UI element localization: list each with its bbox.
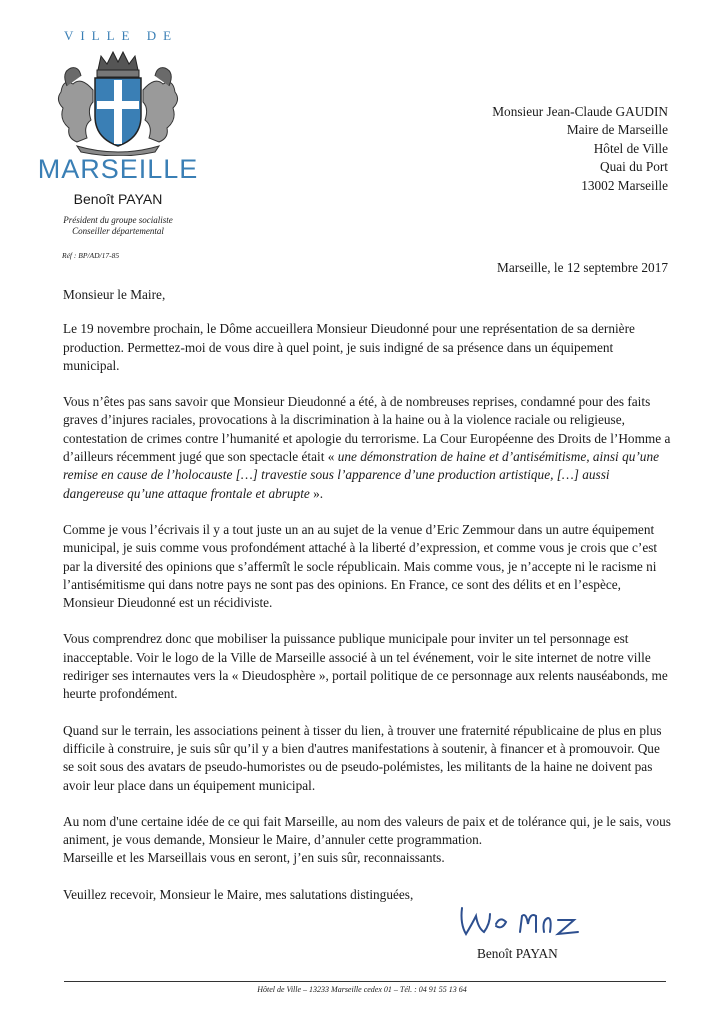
sender-role-line-1: Président du groupe socialiste — [63, 215, 173, 225]
paragraph-6-line-1: Au nom d'une certaine idée de ce qui fait Marseille, au nom des valeurs de paix et de tolérance qui, je le sais, vous animent, je vous demande, Monsieur le Maire, d’annuler cette programmation. — [63, 813, 671, 848]
footer-divider — [64, 981, 666, 982]
letterhead-top-text: VILLE DE — [63, 28, 179, 43]
paragraph-5: Quand sur le terrain, les associations peinent à tisser du lien, à trouver une fraternité républicaine de plus en plus difficile à construire, je suis sûr qu’il y a bien d'autres manifestations à soutenir, à financer et à promouvoir. Que se soit sous des avatars de pseudo-humoristes ou de pseudo-polémistes, les militants de la haine ne doivent pas avoir leur place dans un équipement municipal. — [63, 722, 662, 793]
footer-address: Hôtel de Ville – 13233 Marseille cedex 01 – Tél. : 04 91 55 13 64 — [257, 985, 467, 994]
recipient-line: Maire de Marseille — [566, 122, 668, 138]
paragraph-2-end: ». — [309, 485, 324, 501]
paragraph-4: Vous comprendrez donc que mobiliser la puissance publique municipale pour inviter un tel personnage est inacceptable. Voir le logo de la Ville de Marseille associé à un tel événement, voir le site internet de notre ville rediriger ses internautes vers la « Dieudosphère », portail politique de ce personnage aux relents nauséabonds, me heurte profondément. — [63, 631, 668, 702]
marseille-coat-of-arms-icon — [43, 46, 193, 156]
letter-date: Marseille, le 12 septembre 2017 — [497, 260, 668, 275]
recipient-line: Quai du Port — [600, 159, 668, 175]
paragraph-3: Comme je vous l’écrivais il y a tout juste un an au sujet de la venue d’Eric Zemmour dans un autre équipement municipal, je suis comme vous profondément attaché à la liberté d’expression, et comme vous je crois que c’est par la diversité des opinions que s’affermît le socle républicain. Mais comme vous, je n’accepte ni le racisme ni l’antisémitisme qui dans notre pays ne sont pas des opinions. En France, ce sont des délits et en l’espèce, Monsieur Dieudonné est un récidiviste. — [63, 521, 658, 611]
recipient-line: Hôtel de Ville — [593, 140, 668, 156]
recipient-address — [492, 103, 668, 195]
letter-body — [63, 286, 671, 922]
recipient-line: 13002 Marseille — [581, 177, 668, 193]
recipient-line: Monsieur Jean-Claude GAUDIN — [492, 104, 668, 119]
letterhead-city: MARSEILLE — [37, 154, 199, 184]
handwritten-signature — [456, 894, 606, 944]
letterhead-sender-role — [28, 215, 208, 237]
reference-number: Réf : BP/AD/17-85 — [62, 251, 120, 260]
paragraph-1: Le 19 novembre prochain, le Dôme accueillera Monsieur Dieudonné pour une représentation de sa dernière production. Permettez-moi de vous dire à quel point, je suis indigné de sa présence dans un équipement municipal. — [63, 321, 635, 373]
paragraph-2 — [63, 393, 671, 503]
paragraph-6 — [63, 813, 671, 868]
salutation: Monsieur le Maire, — [63, 287, 166, 302]
sender-role-line-2: Conseiller départemental — [72, 226, 164, 236]
closing: Veuillez recevoir, Monsieur le Maire, mes salutations distinguées, — [63, 886, 414, 902]
signature-name: Benoît PAYAN — [477, 946, 558, 961]
letterhead-sender-name: Benoît PAYAN — [73, 191, 163, 207]
court-quote: une démonstration de haine et d’antisémitisme, ainsi qu’une remise en cause de l’holocauste […] travestie sous l’apparence d’une production artistique, […] aussi dangereuse qu’une attaque frontale et abrupte — [63, 449, 659, 501]
paragraph-2-text: Vous n’êtes pas sans savoir que Monsieur Dieudonné a été, à de nombreuses reprises, condamné pour des faits graves d’injures raciales, provocations à la discrimination à la haine ou à la violence raciale ou religieuse, contestation de crimes contre l’humanité et apologie du terrorisme. La Cour Européenne des Droits de l’Homme a d’ailleurs récemment jugé que son spectacle était « — [63, 394, 671, 465]
letterhead — [28, 28, 208, 237]
paragraph-6-line-2: Marseille et les Marseillais vous en seront, j’en suis sûr, reconnaissants. — [63, 850, 445, 866]
